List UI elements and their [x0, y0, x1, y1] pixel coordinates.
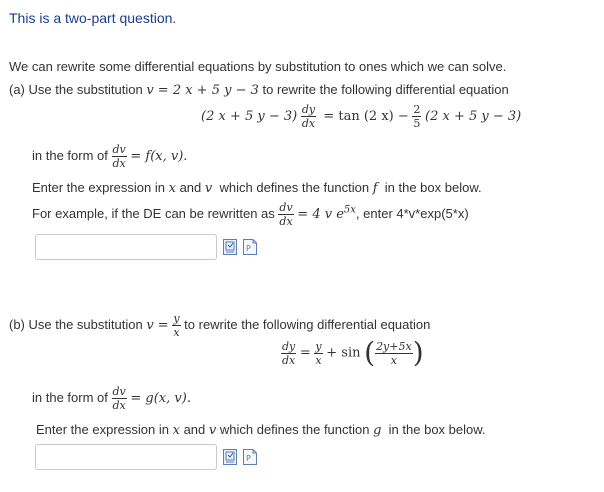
eq-b-dy: dy — [282, 339, 296, 353]
part-a-lead: (a) Use the substitution — [9, 82, 143, 97]
eq-a-coef-den: 5 — [413, 117, 421, 130]
part-a-example — [32, 202, 469, 227]
instr-b-and: and — [183, 422, 206, 437]
form-a-label: in the form of — [32, 147, 108, 163]
part-b-sub-y: y — [173, 312, 180, 325]
svg-text:P: P — [246, 454, 251, 463]
instr-a-v: v — [204, 181, 213, 196]
eq-b-dx: dx — [282, 353, 296, 367]
part-b-form — [32, 386, 191, 411]
part-b-instruction — [9, 313, 430, 338]
instr-b-x: x — [172, 423, 180, 438]
eq-b-arg-den: x — [390, 353, 397, 367]
eq-b-x: x — [315, 353, 322, 367]
part-a-answer-input[interactable] — [35, 234, 217, 260]
eq-a-rhs-tail: (2 x + 5 y − 3) — [425, 108, 522, 124]
svg-text:P: P — [246, 244, 251, 253]
eq-a-rhs-tan: = tan (2 x) − — [323, 108, 409, 124]
help-icon[interactable] — [243, 239, 257, 255]
form-a-dx: dx — [112, 157, 126, 170]
instr-b-g: g — [373, 423, 382, 438]
form-b-rhs: = g(x, v). — [130, 390, 191, 406]
eq-b-plus-sin: + sin — [326, 345, 361, 361]
part-b-sub-lhs: v = — [146, 317, 169, 333]
eq-b-arg-num: 2y+5x — [376, 339, 412, 353]
eq-b-eq: = — [299, 345, 311, 361]
example-exponent: 5x — [343, 204, 356, 216]
preview-icon[interactable] — [223, 449, 237, 465]
instr-a-2: which defines the function — [219, 180, 370, 195]
left-paren-icon: ( — [364, 336, 376, 369]
instr-b-2: which defines the function — [219, 422, 370, 437]
part-a-form — [32, 144, 187, 169]
example-text: For example, if the DE can be rewritten as — [32, 205, 275, 221]
instr-a-and: and — [179, 180, 202, 195]
eq-b-y: y — [315, 339, 322, 353]
eq-a-dx: dx — [301, 117, 316, 130]
form-b-label: in the form of — [32, 389, 108, 405]
instr-a-1: Enter the expression in — [32, 180, 165, 195]
part-a-substitution: v = 2 x + 5 y − 3 — [146, 83, 259, 98]
intro-text: We can rewrite some differential equations by substitution to ones which we can solve. — [9, 59, 507, 74]
form-b-dx: dx — [112, 399, 126, 412]
part-b-enter-instruction — [36, 422, 486, 438]
right-paren-icon: ) — [412, 336, 424, 369]
help-icon[interactable] — [243, 449, 257, 465]
part-b-tail: to rewrite the following differential equation — [184, 316, 431, 332]
instr-a-x: x — [168, 181, 176, 196]
form-a-rhs: = f(x, v). — [130, 148, 188, 164]
question-title: This is a two-part question. — [9, 10, 177, 26]
part-a-enter-instruction — [32, 180, 482, 196]
instr-b-1: Enter the expression in — [36, 422, 169, 437]
example-tail: , enter 4*v*exp(5*x) — [355, 205, 469, 221]
preview-icon[interactable] — [223, 239, 237, 255]
form-a-dv: dv — [112, 143, 126, 156]
example-dx: dx — [279, 215, 293, 228]
part-b-answer-input[interactable] — [35, 444, 217, 470]
example-dv: dv — [279, 201, 293, 214]
part-b-equation — [281, 336, 424, 369]
part-a-tail: to rewrite the following differential equation — [262, 82, 509, 97]
part-b-sub-x: x — [173, 326, 180, 339]
part-a-instruction — [9, 82, 509, 98]
part-b-lead: (b) Use the substitution — [9, 316, 143, 332]
instr-a-3: in the box below. — [384, 180, 482, 195]
eq-a-dy: dy — [301, 103, 316, 116]
instr-b-3: in the box below. — [388, 422, 486, 437]
eq-a-lhs-prefix: (2 x + 5 y − 3) — [201, 108, 298, 124]
form-b-dv: dv — [112, 385, 126, 398]
instr-a-f: f — [372, 181, 378, 196]
instr-b-v: v — [208, 423, 217, 438]
part-a-equation — [201, 104, 521, 129]
eq-a-coef-num: 2 — [413, 103, 421, 116]
example-rhs: = 4 v e — [297, 206, 344, 222]
